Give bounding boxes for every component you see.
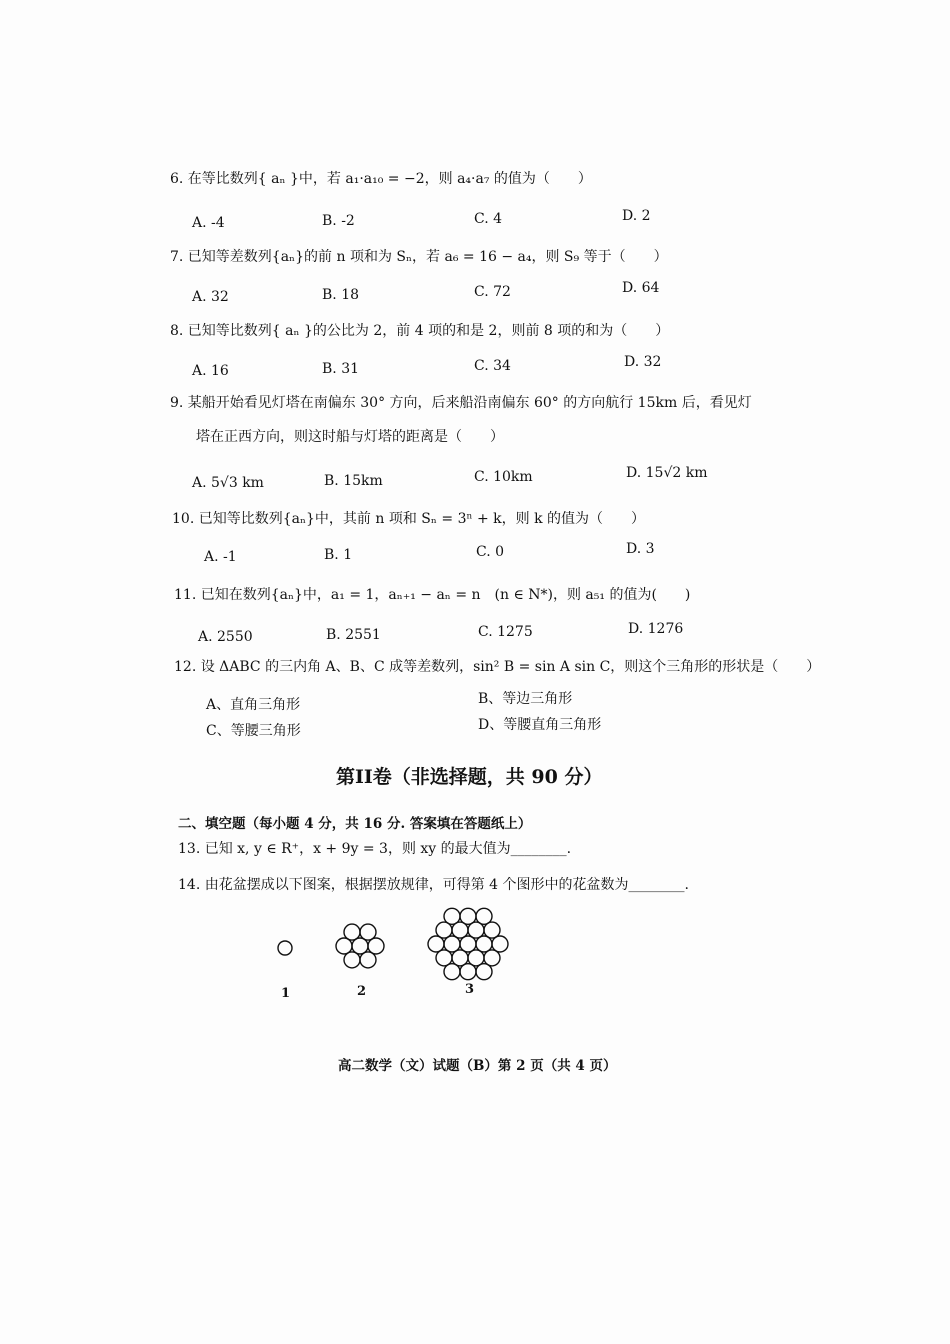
question-6-stem: 6. 在等比数列{ aₙ }中，若 a₁·a₁₀ = −2，则 a₄·a₇ 的值为（ ） [170,171,592,187]
question-9-option-b: B. 15km [324,473,383,489]
question-8-option-d: D. 32 [624,354,662,370]
question-8-option-c: C. 34 [474,358,511,374]
question-10-stem: 10. 已知等比数列{aₙ}中，其前 n 项和 Sₙ = 3ⁿ + k，则 k 的值为（ ） [172,511,646,527]
figure-label-3: 3 [465,982,475,997]
question-11-option-c: C. 1275 [478,624,533,640]
figure-2-pot [344,924,360,940]
figure-1 [278,941,292,955]
figure-3 [428,908,508,979]
figure-2-pot [360,924,376,940]
flower-pot-figures [260,900,530,990]
question-8-option-a: A. 16 [192,363,229,379]
question-7-option-a: A. 32 [192,289,229,305]
question-11-option-a: A. 2550 [198,629,253,645]
question-6-option-a: A. -4 [192,215,225,231]
figure-3-pot [460,964,476,980]
figure-1-pot [278,941,292,955]
question-10-option-a: A. -1 [204,549,237,565]
question-6-option-c: C. 4 [474,211,503,227]
figure-2-pot [360,952,376,968]
question-7-stem: 7. 已知等差数列{aₙ}的前 n 项和为 Sₙ，若 a₆ = 16 − a₄，则 S₉ 等于（ ） [170,249,668,265]
question-11-option-b: B. 2551 [326,627,381,643]
figure-3-pot [444,964,460,980]
figure-3-pot [476,964,492,980]
page-footer: 高二数学（文）试题（B）第 2 页（共 4 页） [338,1058,617,1074]
question-9-option-d: D. 15√2 km [626,465,708,481]
question-9-stem-continued: 塔在正西方向，则这时船与灯塔的距离是（ ） [196,429,504,445]
question-12-option-d: D、等腰直角三角形 [478,717,602,733]
question-6-option-d: D. 2 [622,208,651,224]
question-11-option-d: D. 1276 [628,621,684,637]
question-7-option-d: D. 64 [622,280,660,296]
question-14-stem: 14. 由花盆摆成以下图案，根据摆放规律，可得第 4 个图形中的花盆数为________. [178,877,689,893]
question-12-option-c: C、等腰三角形 [206,723,301,739]
section-2-title: 二、填空题（每小题 4 分，共 16 分. 答案填在答题纸上） [178,816,532,832]
question-10-option-b: B. 1 [324,547,353,563]
question-9-option-a: A. 5√3 km [192,475,264,491]
question-12-option-a: A、直角三角形 [206,697,301,713]
question-7-option-c: C. 72 [474,284,511,300]
figure-label-2: 2 [357,984,367,999]
question-9-option-c: C. 10km [474,469,533,485]
question-13-stem: 13. 已知 x, y ∈ R⁺，x + 9y = 3，则 xy 的最大值为________. [178,841,572,857]
question-8-stem: 8. 已知等比数列{ aₙ }的公比为 2，前 4 项的和是 2，则前 8 项的和为（ ） [170,323,670,339]
figure-label-1: 1 [281,986,291,1001]
figure-2 [336,924,384,968]
question-7-option-b: B. 18 [322,287,360,303]
part-2-heading: 第II卷（非选择题，共 90 分） [336,766,603,788]
figure-2-pot [344,952,360,968]
question-9-stem: 9. 某船开始看见灯塔在南偏东 30° 方向，后来船沿南偏东 60° 的方向航行 15km 后，看见灯 [170,395,752,411]
question-12-stem: 12. 设 ΔABC 的三内角 A、B、C 成等差数列，sin² B = sin A sin C，则这个三角形的形状是（ ） [174,659,821,675]
question-10-option-c: C. 0 [476,544,505,560]
question-10-option-d: D. 3 [626,541,655,557]
question-8-option-b: B. 31 [322,361,360,377]
question-12-option-b: B、等边三角形 [478,691,573,707]
question-6-option-b: B. -2 [322,213,355,229]
question-11-stem: 11. 已知在数列{aₙ}中，a₁ = 1，aₙ₊₁ − aₙ = n (n ∈ N*)，则 a₅₁ 的值为( ) [174,587,691,603]
